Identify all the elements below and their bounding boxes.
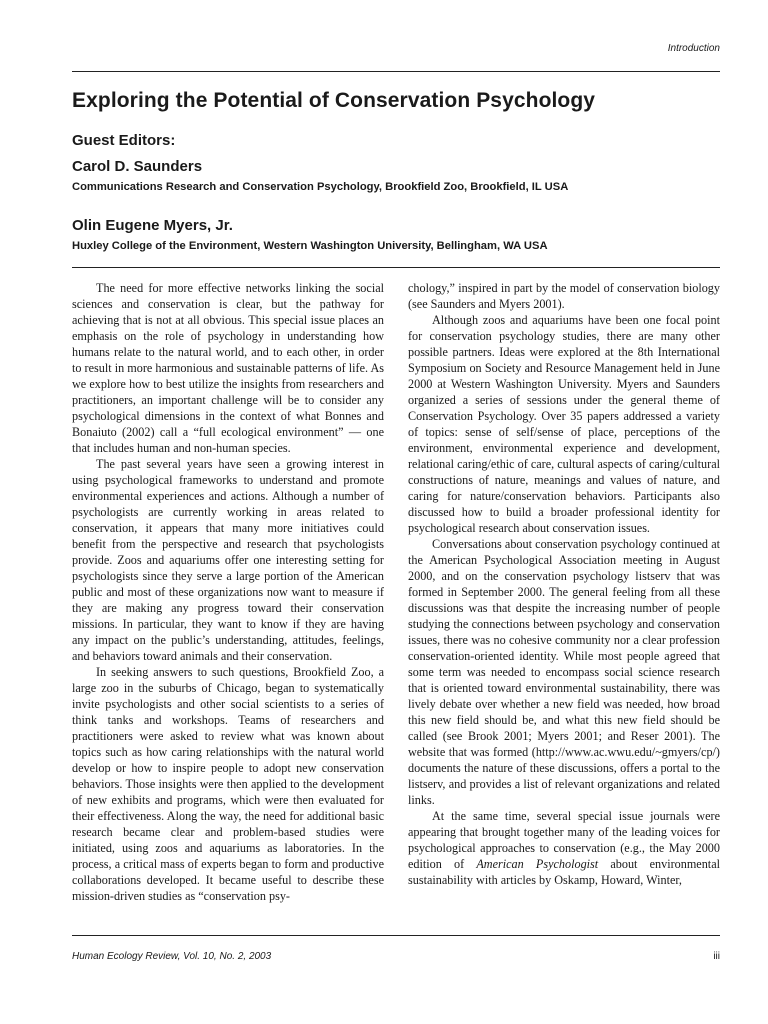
paragraph: The need for more effective networks linking the social sciences and conservation is clear, but the pathway for achieving that is not at all obvious. This special issue places an emphasis on the role of psychology in understanding how humans relate to the natural world, and to each other, in order to result in more harmonious and sustainable patterns of life. As we explore how to best utilize the insights from researchers and practitioners, an important challenge will be to consider any psychological dimensions in the context of what Bonnes and Bonaiuto (2002) call a “full ecological environment” — one that includes human and non-human species. xyxy=(72,281,384,455)
editor-name: Carol D. Saunders xyxy=(72,158,203,175)
paragraph-continuation: chology,” inspired in part by the model of conservation biology (see Saunders and Myers 2001). xyxy=(408,281,720,311)
editor-affiliation: Huxley College of the Environment, Western Washington University, Bellingham, WA USA xyxy=(72,240,548,252)
header-rule xyxy=(72,71,720,72)
paragraph: Although zoos and aquariums have been one focal point for conservation psychology studies, there are many other possible partners. Ideas were explored at the 8th International Symposium on Society and Resource Management held in June 2000 at Western Washington University. Myers and Saunders organized a series of sessions under the general theme of Conservation Psychology. Over 35 papers addressed a variety of topics: sense of self/sense of place, perceptions of the environment, environmental experience and development, relational caring/ethic of care, cultural aspects of caring/cultural constructions of nature, meanings and values of nature, and caring for nature/conservation behaviors. Participants also discussed how to build a broader professional identity for psychological research about conservation issues. xyxy=(408,313,720,535)
paragraph: The past several years have seen a growing interest in using psychological frameworks to understand and promote environmental experiences and actions. Although a number of psychologists are currently working in areas related to conservation, it appears that many more initiatives could benefit from the perspective and research that psychologists provide. Zoos and aquariums offer one interesting setting for psychologists since they serve a large portion of the American public and most of these organizations now want to measure if they are making any progress toward their conservation missions. In particular, they want to know if they are having any impact on the public’s understanding, attitudes, feelings, and behaviors toward animals and their conservation. xyxy=(72,457,384,663)
article-title: Exploring the Potential of Conservation Psychology xyxy=(72,89,596,112)
editor-name: Olin Eugene Myers, Jr. xyxy=(72,217,233,234)
section-rule xyxy=(72,267,720,268)
body-column-left xyxy=(72,280,384,904)
journal-title: American Psychologist xyxy=(476,857,599,871)
editor-affiliation: Communications Research and Conservation Psychology, Brookfield Zoo, Brookfield, IL USA xyxy=(72,181,569,193)
paragraph: In seeking answers to such questions, Brookfield Zoo, a large zoo in the suburbs of Chicago, began to systematically invite psychologists and other social scientists to a series of think tanks and workshops. Teams of researchers and practitioners were asked to review what was known about topics such as how caring relationships with the natural world develop or how to inspire people to adopt new conservation behaviors. Those insights were then applied to the development of new exhibits and programs, which were then evaluated for their effectiveness. Along the way, the need for additional basic research became clear and problem-based studies were initiated, using zoos and aquariums as laboratories. In the process, a critical mass of experts began to form and productive collaborations developed. It became useful to describe these mission-driven studies as “conservation psy- xyxy=(72,665,384,903)
guest-editors-label: Guest Editors: xyxy=(72,132,176,149)
body-column-right xyxy=(408,280,720,888)
page-number: iii xyxy=(713,951,720,962)
footer-citation: Human Ecology Review, Vol. 10, No. 2, 2003 xyxy=(72,951,272,962)
paragraph-text: about environmental sustainability with articles by Oskamp, Howard, Winter, xyxy=(408,857,720,887)
footer-rule xyxy=(72,935,720,936)
running-head: Introduction xyxy=(667,43,720,54)
paragraph: Conversations about conservation psychology continued at the American Psychological Association meeting in August 2000, and on the conservation psychology listserv that was formed in September 2000. The general feeling from all these discussions was that despite the increasing number of people studying the connections between psychology and conservation issues, there was no cohesive community nor a clear profession conservation-oriented identity. While most people agreed that some term was needed to encompass social science research that is oriented toward environmental sustainability, there was lively debate over whether a new field was needed, how broad this new field should be, and what this new field should be called (see Brook 2001; Myers 2001; and Reser 2001). The website that was formed (http://www.ac.wwu.edu/~gmyers/cp/) documents the nature of these discussions, offers a portal to the listserv, and provides a list of relevant organizations and related links. xyxy=(408,537,720,807)
paragraph xyxy=(408,808,720,888)
paragraph-text: At the same time, several special issue journals were appearing that brought together many of the leading voices for psychological approaches to conservation (e.g., the May 2000 edition of xyxy=(408,809,720,871)
